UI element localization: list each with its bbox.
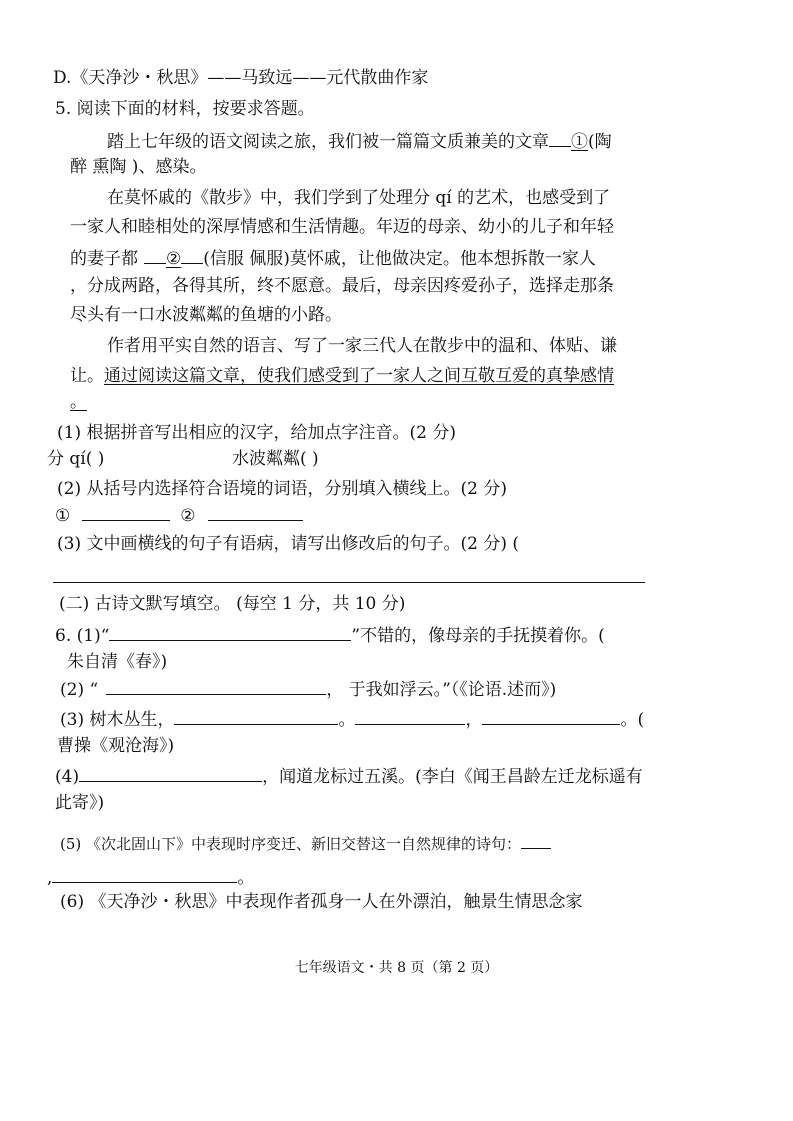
blank-marker-1: ① [571,132,588,152]
subquestion-3: (3) 文中画横线的句子有语病，请写出修改后的句子。(2 分) ( [57,534,520,554]
fill-blank[interactable] [52,865,237,883]
recite-4-source: 此寄》) [55,793,105,813]
answer-rule[interactable] [53,582,645,583]
option-d: D.《天净沙・秋思》——马致远——元代散曲作家 [53,68,429,88]
recite-text: ”不错的，像母亲的手抚摸着你。( [351,626,605,646]
passage-text: 让。 [70,366,104,386]
passage-line [70,391,87,413]
passage-line: 作者用平实自然的语言、写了一家三代人在散步中的温和、体贴、谦 [107,336,617,356]
passage-line: ，分成两路，各得其所，终不愿意。最后，母亲因疼爱孙子，选择走那条 [70,276,614,296]
recite-text: (5) 《次北固山下》中表现时序变迁、新旧交替这一自然规律的诗句： [60,835,522,853]
fill-blank[interactable] [355,707,465,725]
question-5-title: 5. 阅读下面的材料，按要求答题。 [55,99,315,119]
passage-line [70,246,596,270]
recite-text: 。( [620,710,645,730]
fill-blank[interactable] [106,677,326,695]
subquestion-1: (1) 根据拼音写出相应的汉字，给加点字注音。(2 分) [57,423,456,443]
passage-text: 踏上七年级的语文阅读之旅，我们被一篇篇文质兼美的文章 [107,132,549,152]
recite-text: (2) “ [60,680,99,700]
recite-text: ， [465,710,483,730]
recite-text: (4) [55,767,80,787]
fill-blank[interactable] [521,834,551,849]
recite-text: 6. (1)“ [55,626,110,646]
fill-blank[interactable] [79,764,262,782]
section-2-title: (二) 古诗文默写填空。 (每空 1 分，共 10 分) [59,594,406,614]
underlined-sentence-end: 。 [70,392,87,412]
fill-blank[interactable] [174,707,338,725]
answer-line-1a: 分 qí( ) [47,449,105,469]
recite-3-source: 曹操《观沧海》) [57,736,175,756]
blank-marker-2: ② [166,249,182,269]
blank-line [549,129,571,147]
recite-text: 。 [237,868,255,888]
passage-text: (陶 [588,132,612,152]
fill-blank[interactable] [82,503,170,521]
fill-blank[interactable] [208,503,303,521]
recite-4 [55,764,643,788]
recite-3 [60,707,644,731]
answer-line-2 [55,503,303,527]
passage-line: 醉 熏陶 )、感染。 [70,157,207,177]
recite-1-source: 朱自清《春》) [67,652,168,672]
circle-num-2: ② [180,506,196,526]
subquestion-2: (2) 从括号内选择符合语境的词语，分别填入横线上。(2 分) [57,479,507,499]
recite-2 [60,677,556,701]
circle-num-1: ① [55,506,71,526]
blank-line [181,246,203,264]
answer-line-1b: 水波粼粼( ) [232,449,319,469]
recite-text: (3) 树木丛生， [60,710,175,730]
page-footer: 七年级语文・共 8 页（第 2 页） [294,960,499,976]
recite-6: (6) 《天净沙・秋思》中表现作者孤身一人在外漂泊，触景生情思念家 [60,892,583,912]
passage-text: 的妻子都 [70,249,138,269]
blank-line [144,246,166,264]
recite-text: , [47,868,53,888]
passage-line [107,129,612,153]
underlined-sentence: 通过阅读这篇文章，使我们感受到了一家人之间互敬互爱的真挚感情 [104,366,614,386]
recite-5 [60,833,551,855]
passage-line: 尽头有一口水波粼粼的鱼塘的小路。 [70,305,342,325]
recite-1 [55,623,605,647]
passage-line: 一家人和睦相处的深厚情感和生活情趣。年迈的母亲、幼小的儿子和年轻 [70,217,614,237]
passage-line [70,365,614,387]
recite-text: 。 [338,710,356,730]
fill-blank[interactable] [109,623,351,641]
fill-blank[interactable] [482,707,620,725]
passage-line: 在莫怀戚的《散步》中，我们学到了处理分 qí 的艺术，也感受到了 [107,188,611,208]
recite-text: ， 于我如浮云。”（《论语.述而》) [326,680,557,700]
recite-5-cont [47,865,254,889]
passage-text: (信服 佩服)莫怀戚，让他做决定。他本想拆散一家人 [203,249,596,269]
recite-text: ，闻道龙标过五溪。(李白《闻王昌龄左迁龙标遥有 [262,767,643,787]
